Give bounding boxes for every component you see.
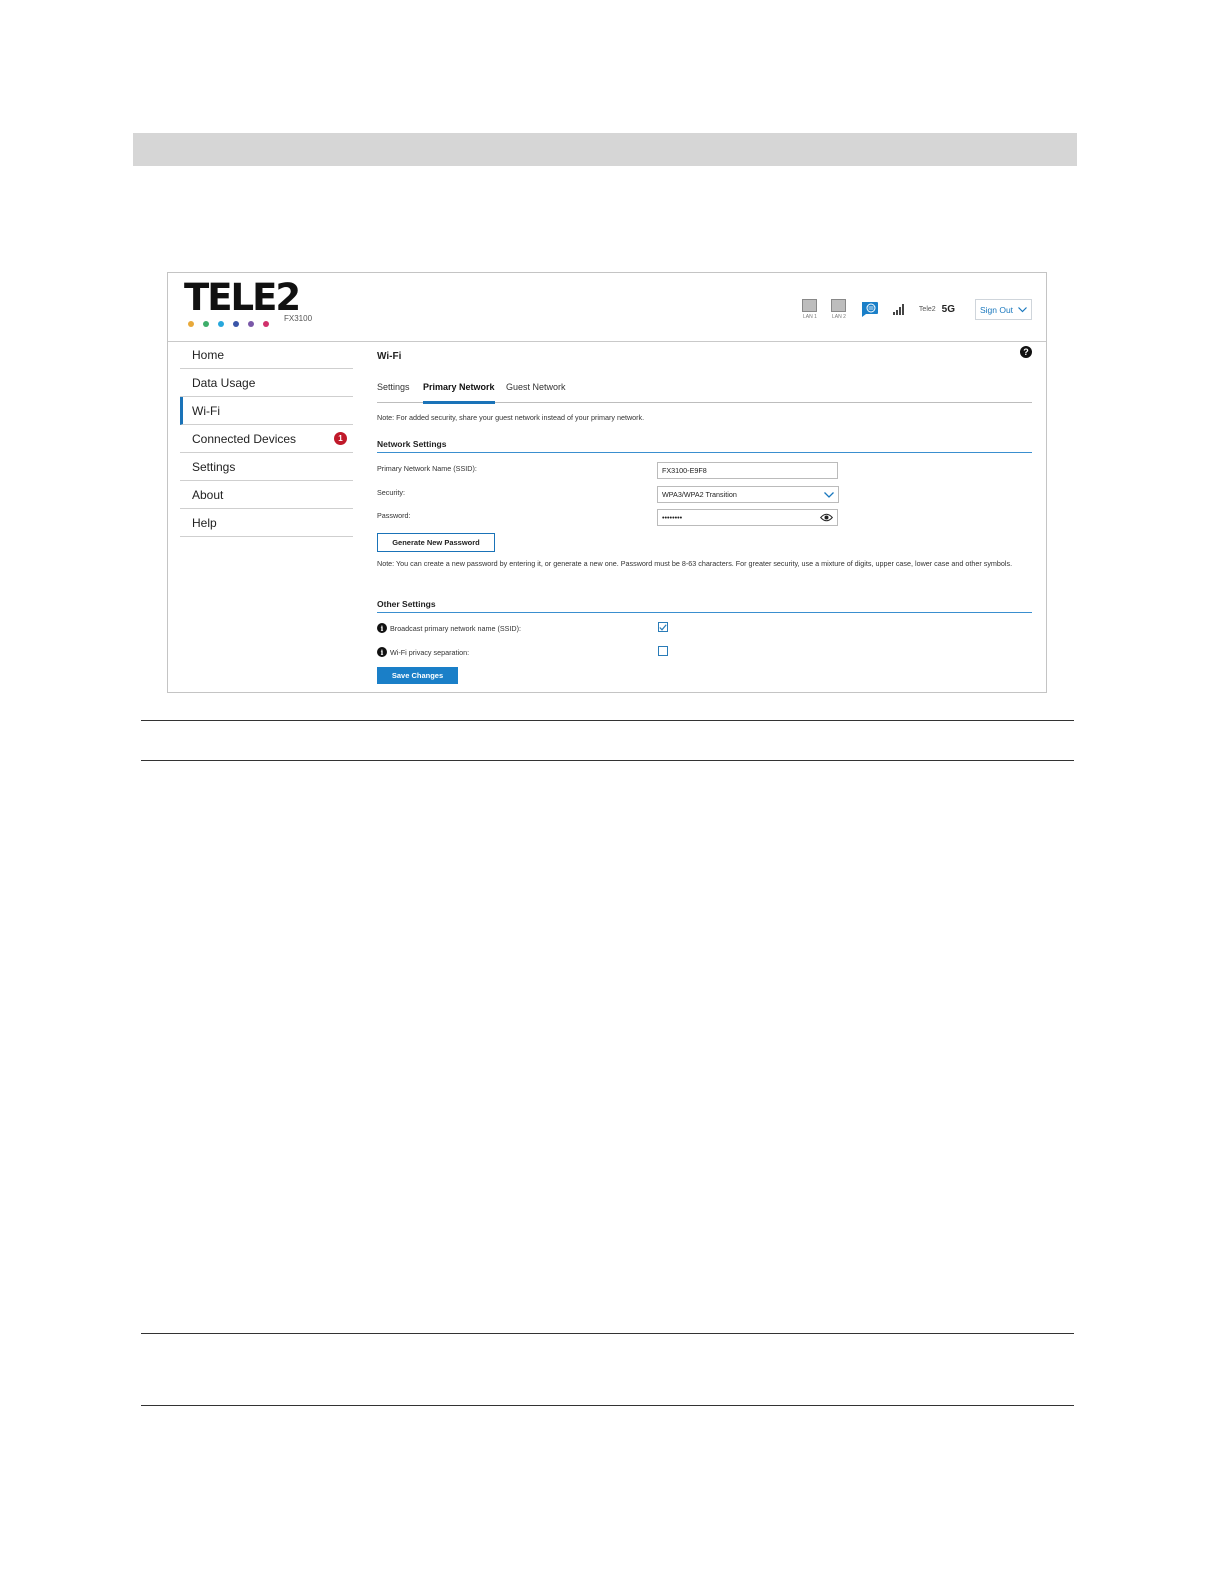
- lan1-status: [802, 299, 818, 320]
- sidebar-item-label: Data Usage: [192, 375, 256, 390]
- sidebar-item-label: About: [192, 487, 224, 502]
- device-model: FX3100: [284, 314, 313, 323]
- password-label: Password:: [377, 511, 411, 520]
- chevron-down-icon: [824, 492, 834, 499]
- sign-out-label: Sign Out: [979, 304, 1014, 315]
- carrier-name: Tele2: [918, 306, 936, 313]
- other-settings-heading: Other Settings: [377, 599, 1032, 613]
- page-title: Wi-Fi: [377, 351, 402, 362]
- sidebar-item-wifi[interactable]: [180, 397, 353, 425]
- sidebar-item-data-usage[interactable]: [180, 369, 353, 397]
- ssid-input[interactable]: [657, 462, 838, 479]
- sign-out-button[interactable]: [975, 299, 1032, 320]
- security-note: Note: For added security, share your guest network instead of your primary network.: [377, 413, 645, 422]
- router-admin-screenshot: [167, 272, 1047, 693]
- sidebar-item-label: Connected Devices: [192, 431, 297, 446]
- privacy-separation-checkbox[interactable]: [658, 646, 668, 656]
- sidebar-item-label: Help: [192, 515, 217, 530]
- network-settings-heading: Network Settings: [377, 439, 1032, 453]
- logo-dot: [203, 321, 209, 327]
- eye-icon[interactable]: [820, 513, 833, 522]
- tab-primary-network[interactable]: Primary Network: [423, 382, 495, 404]
- sidebar-item-home[interactable]: [180, 341, 353, 369]
- security-label: Security:: [377, 488, 405, 497]
- info-icon[interactable]: i: [377, 647, 387, 657]
- tab-guest-network[interactable]: Guest Network: [506, 382, 566, 392]
- sidebar-item-settings[interactable]: [180, 453, 353, 481]
- password-note: Note: You can create a new password by entering it, or generate a new one. Password must be 8-63 characters. For greater security, use a mixture of digits, upper case, lower case and other symbols.: [377, 559, 1013, 568]
- lan2-status: [831, 299, 847, 320]
- network-type: 5G: [941, 304, 955, 315]
- tele2-logo: TELE2: [184, 276, 300, 319]
- ethernet-port-icon: [831, 299, 846, 312]
- broadcast-ssid-row: [377, 623, 521, 633]
- security-value: WPA3/WPA2 Transition: [662, 490, 737, 499]
- tab-settings[interactable]: Settings: [377, 382, 410, 392]
- privacy-separation-label: Wi-Fi privacy separation:: [390, 647, 470, 657]
- divider-line: [141, 760, 1074, 761]
- status-bar: [802, 299, 1032, 320]
- checkmark-icon: [659, 624, 667, 631]
- save-changes-button[interactable]: Save Changes: [377, 667, 458, 684]
- help-icon[interactable]: ?: [1020, 346, 1032, 358]
- logo-dots: [188, 321, 269, 327]
- security-select[interactable]: [657, 486, 839, 503]
- tab-bar: [377, 379, 1032, 403]
- app-header: [168, 273, 1046, 342]
- sidebar-nav: [180, 341, 353, 537]
- lan2-label: LAN 2: [831, 314, 846, 320]
- divider-line: [141, 1405, 1074, 1406]
- ethernet-port-icon: [802, 299, 817, 312]
- sidebar-item-help[interactable]: [180, 509, 353, 537]
- sidebar-item-about[interactable]: [180, 481, 353, 509]
- logo-dot: [263, 321, 269, 327]
- chevron-down-icon: [1018, 307, 1027, 313]
- password-value: ••••••••: [662, 513, 683, 522]
- generate-password-button[interactable]: Generate New Password: [377, 533, 495, 552]
- info-icon[interactable]: i: [377, 623, 387, 633]
- sidebar-item-label: Settings: [192, 459, 236, 474]
- ssid-label: Primary Network Name (SSID):: [377, 464, 477, 473]
- logo-dot: [218, 321, 224, 327]
- ssid-value: FX3100-E9F8: [662, 466, 707, 475]
- message-icon[interactable]: [860, 301, 879, 318]
- privacy-separation-row: [377, 647, 469, 657]
- sidebar-item-label: Home: [192, 347, 225, 362]
- divider-line: [141, 720, 1074, 721]
- logo-dot: [233, 321, 239, 327]
- document-header-bar: [133, 133, 1077, 166]
- sidebar-item-label: Wi-Fi: [192, 403, 220, 418]
- divider-line: [141, 1333, 1074, 1334]
- password-input[interactable]: [657, 509, 838, 526]
- logo-dot: [188, 321, 194, 327]
- sidebar-item-connected-devices[interactable]: [180, 425, 353, 453]
- notification-badge: 1: [334, 432, 347, 445]
- logo-dot: [248, 321, 254, 327]
- broadcast-ssid-label: Broadcast primary network name (SSID):: [390, 623, 522, 633]
- signal-strength-icon: [893, 304, 905, 315]
- broadcast-ssid-checkbox[interactable]: [658, 622, 668, 632]
- lan1-label: LAN 1: [802, 314, 817, 320]
